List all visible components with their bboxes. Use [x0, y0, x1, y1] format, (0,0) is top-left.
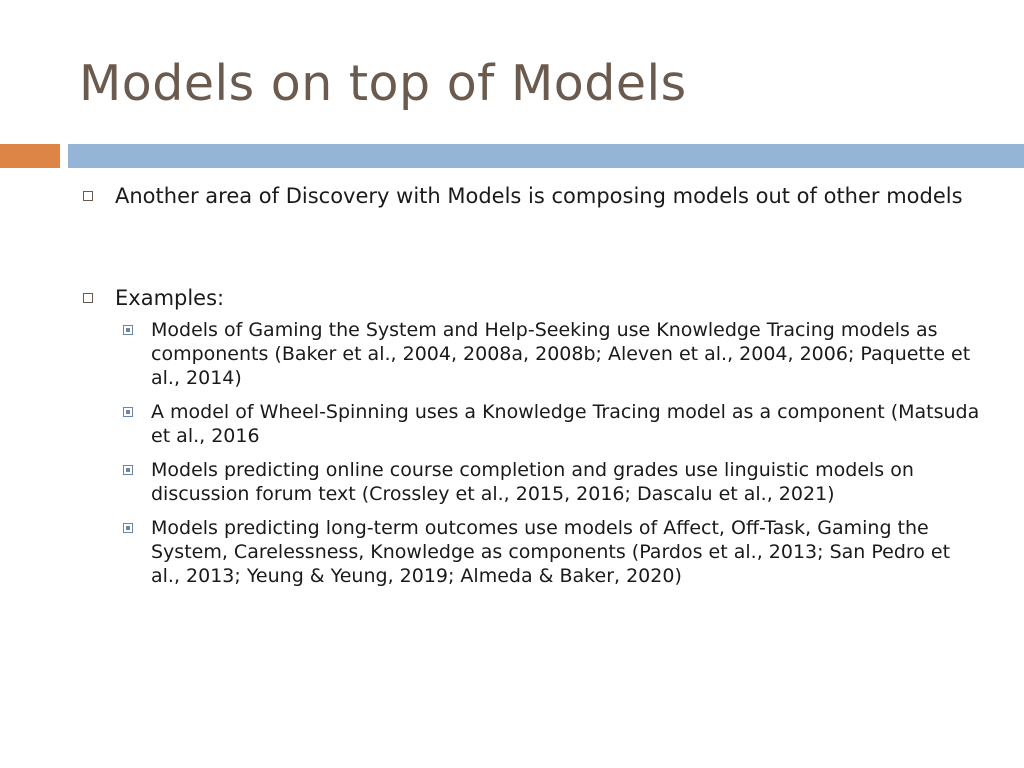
sub-bullet-text: Models predicting online course completion and grades use linguistic models on discussion forum text (Crossley et al., 2015, 2016; Dascalu et al., 2021) — [151, 459, 914, 505]
sub-bullet-list — [115, 318, 980, 588]
sub-bullet-item — [151, 318, 981, 390]
filled-square-icon — [123, 465, 133, 475]
bullet-text: Another area of Discovery with Models is composing models out of other models — [115, 184, 963, 208]
filled-square-icon — [123, 325, 133, 335]
sub-bullet-text: Models predicting long-term outcomes use models of Affect, Off-Task, Gaming the System, Carelessness, Knowledge as components (Pardos et al., 2013; San Pedro et al., 2013; Yeung & Yeung, 2019; Almeda & Baker, 2020) — [151, 517, 951, 587]
bullet-item — [115, 183, 975, 210]
bullet-text: Examples: — [115, 286, 225, 310]
sub-bullet-item — [151, 516, 981, 588]
filled-square-icon — [123, 407, 133, 417]
sub-bullet-item — [151, 458, 981, 506]
filled-square-icon — [123, 523, 133, 533]
sub-bullet-text: Models of Gaming the System and Help-Seeking use Knowledge Tracing models as components (Baker et al., 2004, 2008a, 2008b; Aleven et al., 2004, 2006; Paquette et al., 2014) — [151, 319, 971, 389]
sub-bullet-text: A model of Wheel-Spinning uses a Knowledge Tracing model as a component (Matsuda et al., 2016 — [151, 401, 980, 447]
hollow-square-icon — [83, 191, 93, 201]
slide-title: Models on top of Models — [79, 55, 687, 112]
bullet-item — [115, 285, 980, 598]
sub-bullet-item — [151, 400, 981, 448]
hollow-square-icon — [83, 293, 93, 303]
